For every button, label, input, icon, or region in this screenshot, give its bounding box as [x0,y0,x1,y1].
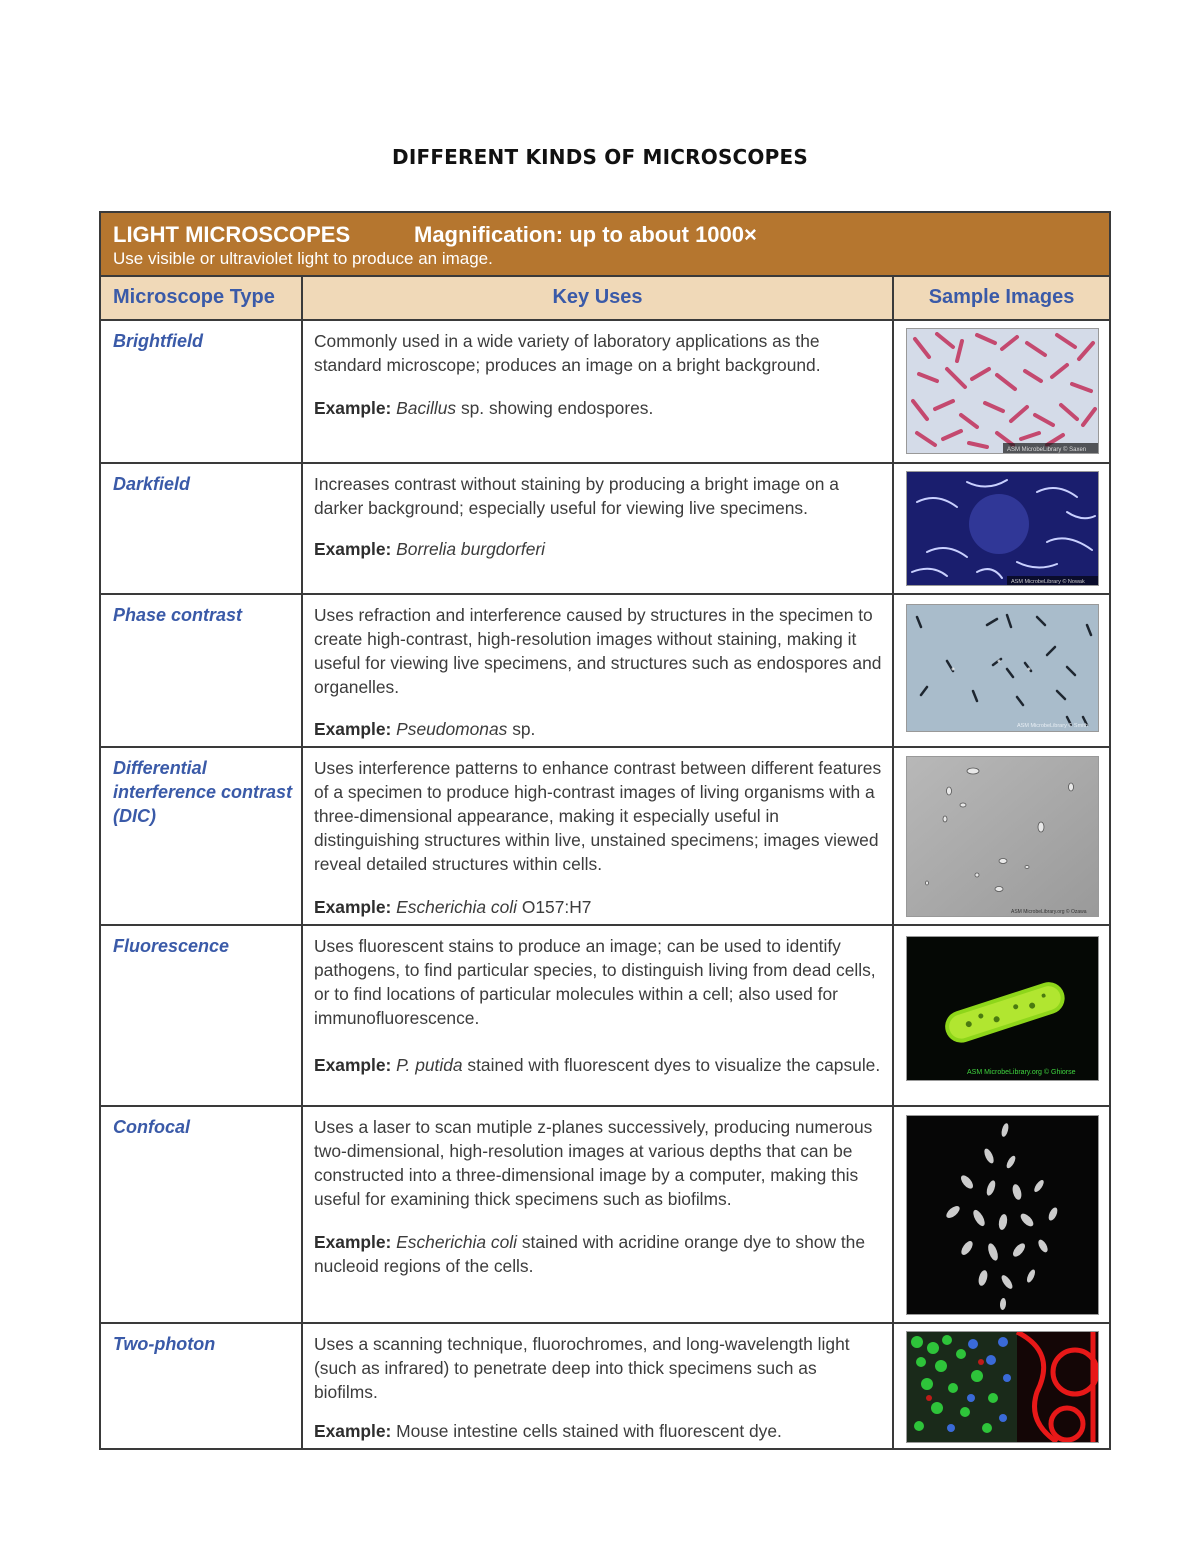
key-uses-cell [314,756,882,919]
example-species: Escherichia coli [396,897,517,917]
phase-contrast-sample-image [906,604,1099,732]
column-header-images: Sample Images [894,277,1109,319]
key-uses-text: Uses a scanning technique, fluorochromes, and long-wavelength light (such as infrared) to penetrate deep into thick specimens such as biofilms. [314,1334,850,1402]
key-uses-text: Uses a laser to scan mutiple z-planes successively, producing numerous two-dimensional, high-resolution images at various depths that can be constructed into a three-dimensional image by a computer, making this useful for examining thick specimens such as biofilms. [314,1117,873,1209]
example-species: P. putida [396,1055,463,1075]
key-uses-cell [314,1332,882,1443]
key-uses-cell [314,472,882,561]
example-label: Example: [314,1055,392,1075]
microscope-type-label: Two-photon [113,1334,216,1354]
example-species: Pseudomonas [396,719,508,739]
example-text: O157:H7 [517,897,592,917]
example-text: sp. [507,719,536,739]
example-text: stained with acridine orange dye to show the nucleoid regions of the cells. [314,1232,866,1276]
microscope-type-label: Darkfield [113,474,191,494]
banner-title: LIGHT MICROSCOPES [113,222,351,247]
column-header-uses: Key Uses [303,277,892,319]
banner-magnification: Magnification: up to about 1000× [414,222,757,247]
microscope-type-label: Brightfield [113,331,203,351]
column-divider [301,277,303,1450]
row-divider [101,1105,1109,1107]
microscope-type-label: Phase contrast [113,605,243,625]
image-credit: ASM MicrobeLibrary © Nowak [1011,579,1085,585]
example-line [314,1230,882,1278]
image-credit: ASM MicrobeLibrary.org © Ghiorse [967,1069,1076,1076]
example-label: Example: [314,1232,392,1252]
image-credit: ASM MicrobeLibrary.org © Ozawa [1011,909,1087,915]
key-uses-text: Uses interference patterns to enhance contrast between different features of a specimen to produce high-contrast images of living organisms with a three-dimensional appearance, making it especially useful in distinguishing structures within live, unstained specimens; images viewed reveal detailed structures within cells. [314,758,882,874]
example-text: sp. showing endospores. [456,398,654,418]
example-species: Bacillus [396,398,457,418]
column-divider [892,277,894,1450]
example-label: Example: [314,398,392,418]
example-label: Example: [314,539,392,559]
example-species: Borrelia burgdorferi [396,539,546,559]
row-divider [101,462,1109,464]
example-label: Example: [314,719,392,739]
example-text: Mouse intestine cells stained with fluorescent dye. [396,1421,782,1441]
key-uses-text: Increases contrast without staining by producing a bright image on a darker background; especially useful for viewing live specimens. [314,474,839,518]
document-title: DIFFERENT KINDS OF MICROSCOPES [392,145,808,169]
dic-sample-image [906,756,1099,917]
example-species: Escherichia coli [396,1232,517,1252]
key-uses-cell [314,934,882,1077]
key-uses-text: Uses fluorescent stains to produce an image; can be used to identify pathogens, to find particular species, to distinguish living from dead cells, or to find locations of particular molecules within a cell; also used for immunofluorescence. [314,936,876,1028]
brightfield-sample-image [906,328,1099,454]
row-divider [101,319,1109,321]
row-divider [101,746,1109,748]
example-line [314,1053,882,1077]
confocal-sample-image [906,1115,1099,1315]
example-line [314,396,882,420]
row-divider [101,1322,1109,1324]
example-line [314,717,882,741]
example-line [314,1419,882,1443]
two-photon-sample-image [906,1331,1099,1443]
example-line [314,895,882,919]
table-banner [101,213,1109,277]
example-text: stained with fluorescent dyes to visualize the capsule. [462,1055,881,1075]
microscope-type-label: Confocal [113,1117,191,1137]
example-label: Example: [314,1421,392,1441]
example-line [314,537,882,561]
darkfield-sample-image [906,471,1099,586]
banner-subtitle: Use visible or ultraviolet light to produce an image. [113,249,493,268]
key-uses-cell [314,1115,882,1278]
key-uses-text: Commonly used in a wide variety of laboratory applications as the standard microscope; produces an image on a bright background. [314,331,821,375]
fluorescence-sample-image [906,936,1099,1081]
key-uses-cell [314,329,882,420]
image-credit: ASM MicrobeLibrary © Saxen [1007,447,1087,453]
key-uses-text: Uses refraction and interference caused by structures in the specimen to create high-contrast, high-resolution images without staining, making it useful for viewing live specimens, and structures such as endospores and organelles. [314,605,882,697]
microscope-type-label: Fluorescence [113,936,230,956]
microscope-table [99,211,1111,1450]
row-divider [101,593,1109,595]
image-credit: ASM MicrobeLibrary © Smith [1017,723,1088,729]
column-header-type: Microscope Type [101,277,301,319]
example-label: Example: [314,897,392,917]
microscope-type-label: Differential interference contrast (DIC) [113,758,293,826]
key-uses-cell [314,603,882,741]
row-divider [101,924,1109,926]
